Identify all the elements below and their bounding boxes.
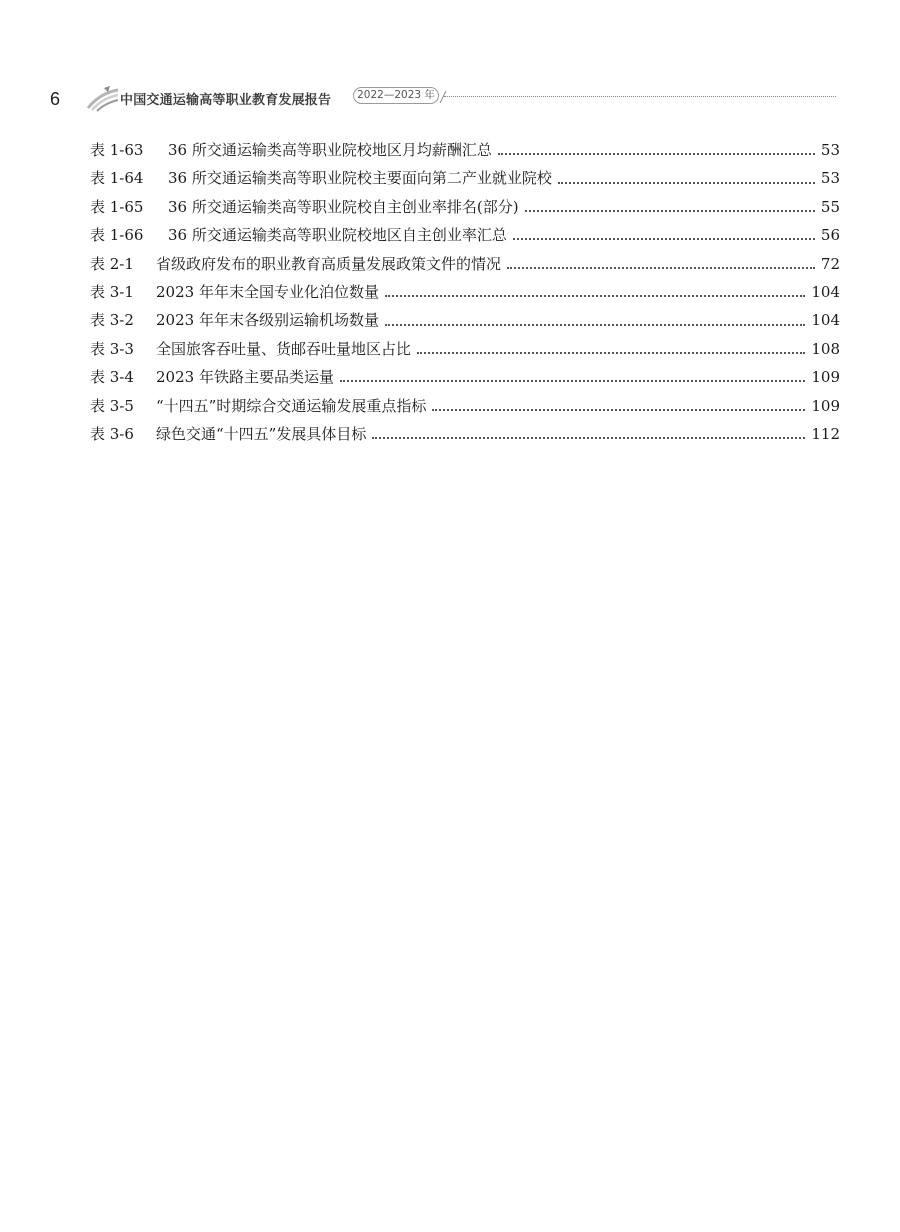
leader-dots: [385, 324, 805, 326]
leader-dots: [525, 210, 815, 212]
toc-entry-label: 表 3-3: [90, 339, 134, 358]
page-number: 6: [50, 89, 61, 109]
leader-dots: [558, 182, 815, 184]
toc-entry-label: 表 1-63: [90, 141, 144, 159]
toc-entry-title: 36 所交通运输类高等职业院校主要面向第二产业就业院校: [168, 169, 552, 188]
leader-dots: [417, 352, 805, 354]
toc-entry-page: 72: [820, 254, 840, 273]
toc-entry-title: “十四五”时期综合交通运输发展重点指标: [156, 396, 427, 415]
header-dotted-rule: [444, 96, 836, 97]
toc-entry-page: 109: [811, 368, 840, 387]
toc-entry-label: 表 1-66: [90, 226, 144, 245]
toc-entry-page: 53: [820, 169, 840, 188]
toc-entry-title: 2023 年铁路主要品类运量: [156, 368, 334, 387]
toc-entry-title: 36 所交通运输类高等职业院校地区自主创业率汇总: [168, 226, 507, 245]
leader-dots: [513, 238, 815, 240]
book-title: 中国交通运输高等职业教育发展报告: [120, 93, 332, 108]
toc-entry-title: 省级政府发布的职业教育高质量发展政策文件的情况: [156, 254, 502, 273]
toc-entry-title: 36 所交通运输类高等职业院校自主创业率排名(部分): [168, 197, 519, 216]
table-of-tables-list: [90, 136, 840, 448]
toc-entry-page: 56: [820, 226, 840, 245]
toc-entry[interactable]: [90, 164, 840, 192]
toc-entry-title: 36 所交通运输类高等职业院校地区月均薪酬汇总: [168, 141, 492, 159]
toc-entry-label: 表 1-64: [90, 169, 144, 188]
leader-dots: [340, 380, 805, 382]
toc-entry[interactable]: [90, 136, 840, 164]
toc-entry-page: 104: [811, 311, 840, 330]
toc-entry-label: 表 3-5: [90, 396, 134, 415]
toc-entry-page: 109: [811, 396, 840, 415]
toc-entry[interactable]: [90, 250, 840, 278]
leader-dots: [498, 153, 815, 155]
toc-entry-title: 全国旅客吞吐量、货邮吞吐量地区占比: [156, 339, 412, 358]
book-logo-icon: [86, 84, 120, 112]
running-header: [0, 76, 900, 120]
toc-entry-label: 表 3-2: [90, 311, 134, 330]
toc-entry-page: 108: [811, 339, 840, 358]
toc-entry-label: 表 2-1: [90, 254, 134, 273]
toc-entry-label: 表 3-6: [90, 424, 134, 443]
toc-entry-label: 表 1-65: [90, 197, 144, 216]
year-badge: 2022—2023 年: [353, 87, 439, 104]
toc-entry[interactable]: [90, 420, 840, 448]
toc-entry-page: 112: [811, 424, 840, 443]
toc-entry-title: 2023 年年末各级别运输机场数量: [156, 311, 379, 330]
toc-entry[interactable]: [90, 278, 840, 306]
toc-entry[interactable]: [90, 335, 840, 363]
divider-slash-icon: [438, 90, 448, 104]
toc-entry-page: 104: [811, 282, 840, 301]
toc-entry[interactable]: [90, 392, 840, 420]
toc-entry[interactable]: [90, 363, 840, 391]
toc-entry-page: 53: [820, 141, 840, 159]
toc-entry-title: 绿色交通“十四五”发展具体目标: [156, 424, 367, 443]
toc-entry[interactable]: [90, 221, 840, 249]
leader-dots: [507, 267, 815, 269]
toc-entry-label: 表 3-1: [90, 282, 134, 301]
leader-dots: [372, 437, 805, 439]
toc-entry[interactable]: [90, 193, 840, 221]
leader-dots: [385, 295, 805, 297]
toc-entry-title: 2023 年年末全国专业化泊位数量: [156, 282, 379, 301]
leader-dots: [432, 409, 805, 411]
toc-entry[interactable]: [90, 306, 840, 334]
toc-entry-page: 55: [820, 197, 840, 216]
toc-entry-label: 表 3-4: [90, 368, 134, 387]
